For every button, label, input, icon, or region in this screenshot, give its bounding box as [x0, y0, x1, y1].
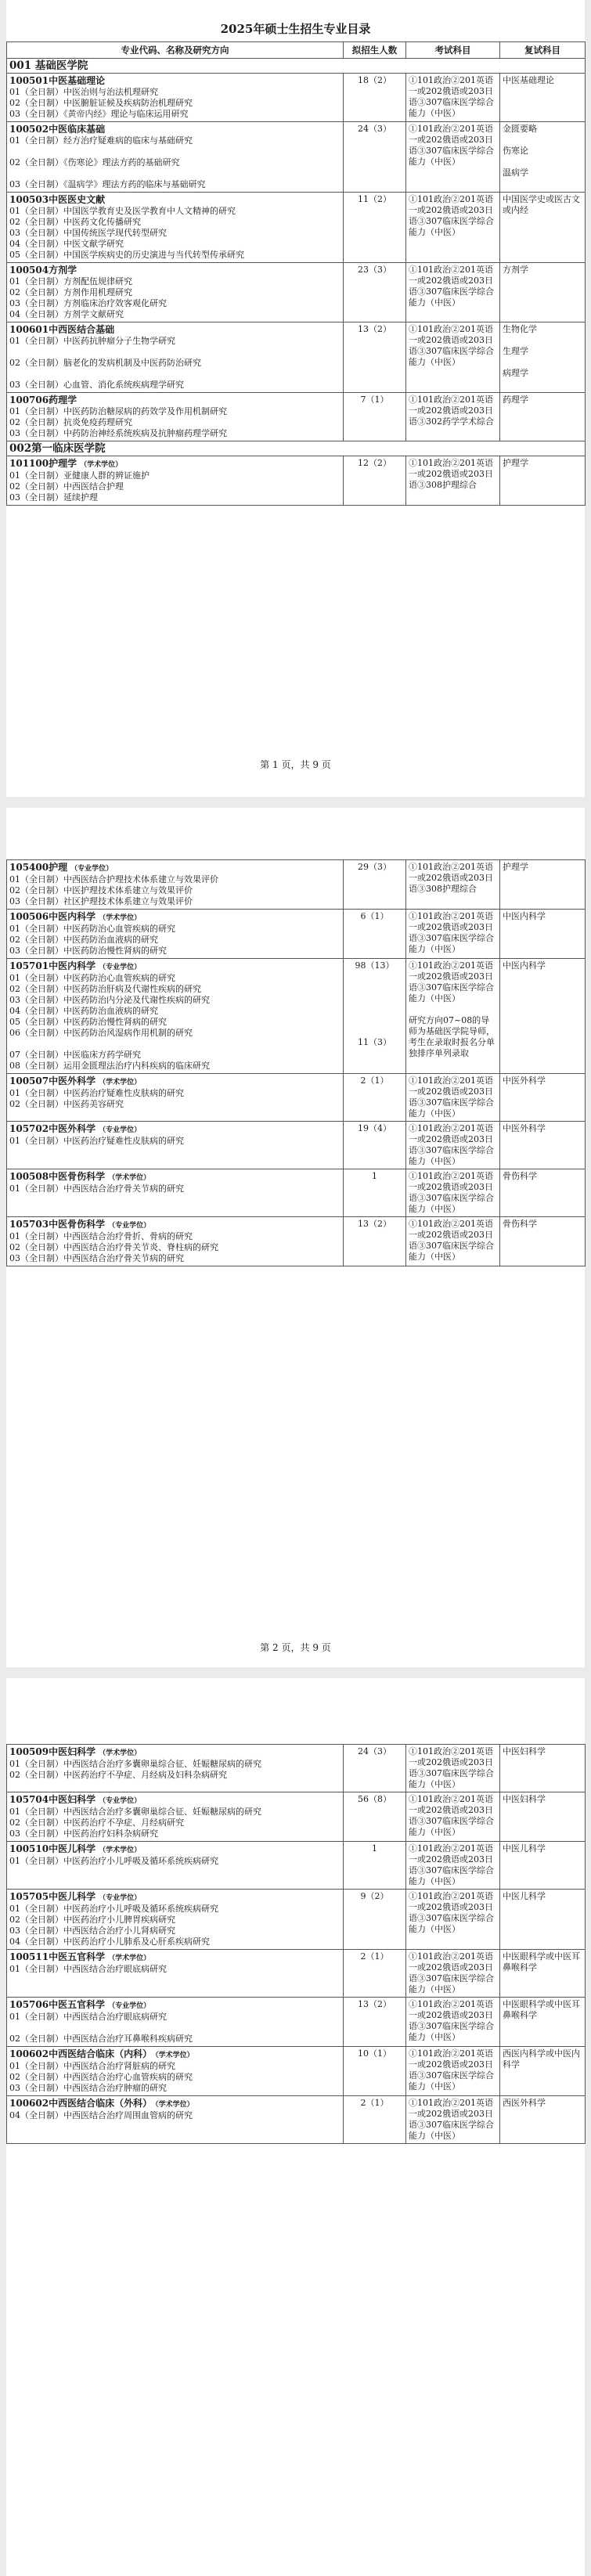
research-direction: 02（全日制）中西医结合治疗耳鼻喉科疾病研究: [9, 2034, 193, 2044]
header-major: 专业代码、名称及研究方向: [7, 42, 344, 59]
exam-subjects-cell: ①101政治②201英语一或202俄语或203日语③307临床医学综合能力（中医） 研究方向07~08的导师为基础医学院导师，考生在录取时报名分单独排序单列录取: [406, 959, 500, 1074]
major-heading: [9, 1219, 341, 1231]
major-heading: [9, 2048, 341, 2061]
major-row: [7, 2096, 586, 2144]
exam-subjects-cell: ①101政治②201英语一或202俄语或203日语③307临床医学综合能力（中医）: [406, 122, 500, 193]
quota-cell: 56（8）: [344, 1792, 406, 1842]
major-row: [7, 959, 586, 1074]
quota-cell: 6（1）: [344, 910, 406, 959]
header-retest: 复试科目: [500, 42, 586, 59]
research-direction: 06（全日制）中医药防治风湿病作用机制的研究: [9, 1028, 193, 1038]
major-title: 100511中医五官科学: [9, 1951, 106, 1962]
major-title: 100507中医外科学: [9, 1075, 96, 1086]
research-direction: 01（全日制）中西医结合治疗多囊卵巢综合征、妊娠糖尿病的研究: [9, 1807, 261, 1817]
major-title: 105706中医五官科学: [9, 1999, 106, 2010]
quota-cell: 2（1）: [344, 1074, 406, 1122]
major-row: [7, 74, 586, 122]
research-direction: 01（全日制）中西医结合治疗多囊卵巢综合征、妊娠糖尿病的研究: [9, 1759, 261, 1769]
major-heading: [9, 265, 341, 276]
research-direction: 01（全日制）中医药抗肿瘤分子生物学研究: [9, 336, 175, 346]
quota-cell: 7（1）: [344, 393, 406, 441]
research-direction: 07（全日制）中医临床方药学研究: [9, 1050, 141, 1060]
research-direction: 01（全日制）方剂配伍规律研究: [9, 276, 132, 286]
research-direction: [9, 369, 341, 380]
research-direction: 02（全日制）脑老化的发病机制及中医药防治研究: [9, 358, 201, 368]
major-heading: [9, 194, 341, 206]
quota-cell: 29（3）: [344, 860, 406, 910]
major-cell: [7, 1217, 344, 1266]
quota-cell: 13（2）: [344, 322, 406, 393]
header-quota: 拟招生人数: [344, 42, 406, 59]
exam-subjects-cell: ①101政治②201英语一或202俄语或203日语③307临床医学综合能力（中医）: [406, 1745, 500, 1792]
major-title: 100502中医临床基础: [9, 124, 106, 135]
exam-subjects-cell: ①101政治②201英语一或202俄语或203日语③307临床医学综合能力（中医）: [406, 1950, 500, 1998]
retest-subjects-cell: 中国医学史或医古文或内经: [500, 193, 586, 263]
major-title: 100602中西医结合临床（外科）: [9, 2098, 153, 2109]
quota-cell: 1: [344, 1169, 406, 1217]
retest-subjects-cell: 中医眼科学或中医耳鼻喉科学: [500, 1950, 586, 1998]
major-heading: [9, 1171, 341, 1184]
degree-type: （学术学位）: [108, 1955, 151, 1962]
school-name: 001 基础医学院: [7, 59, 586, 74]
exam-subjects-cell: ①101政治②201英语一或202俄语或203日语③307临床医学综合能力（中医）: [406, 1792, 500, 1842]
retest-subjects-cell: 骨伤科学: [500, 1169, 586, 1217]
table-header-row: [7, 42, 586, 59]
degree-type: （专业学位）: [70, 865, 114, 873]
major-row: [7, 1169, 586, 1217]
retest-subjects-cell: 方剂学: [500, 263, 586, 322]
research-direction: 02（全日制）中医药文化传播研究: [9, 217, 141, 227]
quota-cell: 98（13） 11（3）: [344, 959, 406, 1074]
research-direction: 01（全日制）中西医结合治疗肾脏病的研究: [9, 2061, 175, 2071]
quota-cell: 24（3）: [344, 1745, 406, 1792]
major-title: 100509中医妇科学: [9, 1746, 96, 1757]
major-heading: [9, 1999, 341, 2012]
degree-type: （学术学位）: [155, 2101, 194, 2109]
major-cell: [7, 1792, 344, 1842]
research-direction: 01（全日制）中西医结合治疗眼底病研究: [9, 2012, 167, 2022]
degree-type: （学术学位）: [99, 1846, 142, 1854]
research-direction: 03（全日制）中药防治神经系统疾病及抗肿瘤药理学研究: [9, 428, 227, 438]
research-direction: 08（全日制）运用金匮理法治疗内科疾病的临床研究: [9, 1061, 210, 1071]
research-direction: 01（全日制）中西医结合治疗骨折、骨病的研究: [9, 1231, 193, 1241]
catalog-body-2: [7, 860, 586, 1266]
major-row: [7, 1998, 586, 2047]
major-heading: [9, 1794, 341, 1807]
major-heading: [9, 1891, 341, 1904]
research-direction: 01（全日制）中医药治疗疑难性皮肤病的研究: [9, 1136, 184, 1146]
research-direction: 01（全日制）中西医结合治疗骨关节病的研究: [9, 1184, 184, 1194]
research-direction: [9, 1039, 341, 1050]
quota-cell: 10（1）: [344, 2047, 406, 2096]
exam-subjects-cell: ①101政治②201英语一或202俄语或203日语③307临床医学综合能力（中医）: [406, 193, 500, 263]
research-direction: 03（全日制）《黄帝内经》理论与临床运用研究: [9, 109, 189, 119]
major-title: 105702中医外科学: [9, 1123, 96, 1134]
school-name: 002第一临床医学院: [7, 441, 586, 456]
major-cell: [7, 1998, 344, 2047]
quota-cell: 23（3）: [344, 263, 406, 322]
major-cell: [7, 393, 344, 441]
major-heading: [9, 458, 341, 470]
major-title: 100601中西医结合基础: [9, 324, 115, 335]
research-direction: 04（全日制）中医文献学研究: [9, 239, 124, 249]
quota-cell: 13（2）: [344, 1998, 406, 2047]
major-cell: [7, 122, 344, 193]
degree-type: （学术学位）: [99, 914, 142, 922]
research-direction: 02（全日制）中医药治疗不孕症、月经病研究: [9, 1818, 184, 1828]
major-cell: [7, 1745, 344, 1792]
degree-type: （学术学位）: [99, 1749, 142, 1757]
research-direction: 01（全日制）中西医结合治疗眼底病研究: [9, 1964, 167, 1974]
retest-subjects-cell: 护理学: [500, 860, 586, 910]
research-direction: 01（全日制）中医药防治心血管疾病的研究: [9, 924, 175, 934]
major-row: [7, 1842, 586, 1890]
major-cell: [7, 860, 344, 910]
major-cell: [7, 959, 344, 1074]
major-heading: [9, 862, 341, 874]
major-row: [7, 1745, 586, 1792]
research-direction: 02（全日制）中医药治疗不孕症、月经病及妇科杂病研究: [9, 1770, 227, 1780]
major-heading: [9, 2098, 341, 2110]
research-direction: 02（全日制）中西医结合治疗心血管疾病的研究: [9, 2072, 193, 2082]
research-direction: 03（全日制）中西医结合治疗肿瘤的研究: [9, 2083, 167, 2093]
degree-type: （学术学位）: [108, 1174, 151, 1182]
degree-type: （专业学位）: [108, 2002, 151, 2010]
catalog-sheet-3: [6, 1678, 585, 2576]
school-row: [7, 59, 586, 74]
retest-subjects-cell: 中医内科学: [500, 910, 586, 959]
major-heading: [9, 1746, 341, 1759]
research-direction: 04（全日制）方剂学文献研究: [9, 309, 124, 319]
major-cell: [7, 456, 344, 506]
research-direction: 01（全日制）中西医结合护理技术体系建立与效果评价: [9, 874, 218, 884]
quota-cell: 19（4）: [344, 1122, 406, 1169]
research-direction: 01（全日制）中医药治疗小儿呼吸及循环系统疾病研究: [9, 1904, 218, 1914]
research-direction: 01（全日制）亚健康人群的辨证施护: [9, 470, 150, 481]
research-direction: 01（全日制）经方治疗疑难病的临床与基础研究: [9, 135, 193, 146]
major-title: 105704中医妇科学: [9, 1794, 96, 1805]
retest-subjects-cell: 中医儿科学: [500, 1890, 586, 1950]
major-row: [7, 860, 586, 910]
major-heading: [9, 1123, 341, 1136]
degree-type: （学术学位）: [80, 461, 123, 469]
major-title: 105705中医儿科学: [9, 1891, 96, 1902]
major-heading: [9, 1951, 341, 1964]
major-cell: [7, 1169, 344, 1217]
major-cell: [7, 74, 344, 122]
research-direction: 02（全日制）中医药美容研究: [9, 1099, 124, 1109]
exam-subjects-cell: ①101政治②201英语一或202俄语或203日语③307临床医学综合能力（中医）: [406, 322, 500, 393]
exam-subjects-cell: ①101政治②201英语一或202俄语或203日语③307临床医学综合能力（中医）: [406, 74, 500, 122]
degree-type: （专业学位）: [99, 964, 142, 971]
quota-cell: 12（2）: [344, 456, 406, 506]
quota-cell: 2（1）: [344, 2096, 406, 2144]
research-direction: 02（全日制）中医药防治肝病及代谢性疾病的研究: [9, 984, 201, 994]
major-cell: [7, 1890, 344, 1950]
exam-subjects-cell: ①101政治②201英语一或202俄语或203日语③307临床医学综合能力（中医）: [406, 1169, 500, 1217]
retest-subjects-cell: 中医内科学: [500, 959, 586, 1074]
school-row: [7, 441, 586, 456]
retest-subjects-cell: 药理学: [500, 393, 586, 441]
research-direction: 02（全日制）中西医结合治疗骨关节炎、脊柱病的研究: [9, 1242, 218, 1252]
major-title: 105703中医骨伤科学: [9, 1219, 106, 1230]
exam-subjects-cell: ①101政治②201英语一或202俄语或203日语③307临床医学综合能力（中医）: [406, 1842, 500, 1890]
retest-subjects-cell: 中医妇科学: [500, 1792, 586, 1842]
quota-cell: 9（2）: [344, 1890, 406, 1950]
major-row: [7, 1122, 586, 1169]
research-direction: [9, 2023, 341, 2034]
page-footer: 第 1 页，共 9 页: [260, 759, 331, 770]
major-cell: [7, 2047, 344, 2096]
degree-type: （专业学位）: [108, 1222, 151, 1230]
major-title: 100506中医内科学: [9, 911, 96, 922]
research-direction: 03（全日制）中国传统医学现代转型研究: [9, 228, 167, 238]
research-direction: [9, 168, 341, 179]
catalog-body-3: [7, 1745, 586, 2144]
major-heading: [9, 911, 341, 924]
document-title: 2025年硕士生招生专业目录: [220, 22, 371, 36]
exam-subjects-cell: ①101政治②201英语一或202俄语或203日语③307临床医学综合能力（中医）: [406, 1998, 500, 2047]
research-direction: 02（全日制）抗炎免疫药理研究: [9, 417, 132, 427]
research-direction: [9, 146, 341, 157]
major-row: [7, 2047, 586, 2096]
major-heading: [9, 1075, 341, 1088]
major-title: 105400护理: [9, 862, 68, 873]
research-direction: 03（全日制）中西医结合治疗骨关节病的研究: [9, 1253, 184, 1263]
degree-type: （学术学位）: [99, 1079, 142, 1086]
retest-subjects-cell: 护理学: [500, 456, 586, 506]
research-direction: 04（全日制）中医药防治血液病的研究: [9, 1006, 158, 1016]
research-direction: 02（全日制）中医腑脏证候及疾病防治机理研究: [9, 98, 193, 108]
major-row: [7, 1950, 586, 1998]
quota-cell: 11（2）: [344, 193, 406, 263]
major-heading: [9, 960, 341, 973]
exam-subjects-cell: ①101政治②201英语一或202俄语或203日语③307临床医学综合能力（中医）: [406, 2047, 500, 2096]
quota-cell: 1: [344, 1842, 406, 1890]
major-heading: [9, 124, 341, 135]
retest-subjects-cell: 生物化学 生理学 病理学: [500, 322, 586, 393]
catalog-sheet-2: [6, 808, 585, 1667]
header-exam: 考试科目: [406, 42, 500, 59]
degree-type: （学术学位）: [155, 2052, 194, 2059]
research-direction: [9, 347, 341, 358]
exam-subjects-cell: ①101政治②201英语一或202俄语或203日语③307临床医学综合能力（中医）: [406, 1890, 500, 1950]
major-row: [7, 322, 586, 393]
catalog-table-2: [6, 859, 586, 1266]
major-cell: [7, 1074, 344, 1122]
research-direction: 02（全日制）《伤寒论》理法方药的基础研究: [9, 157, 180, 168]
major-row: [7, 1074, 586, 1122]
retest-subjects-cell: 金匮要略 伤寒论 温病学: [500, 122, 586, 193]
major-title: 100706药理学: [9, 395, 77, 405]
degree-type: （专业学位）: [99, 1797, 142, 1805]
quota-cell: 13（2）: [344, 1217, 406, 1266]
page-footer: 第 2 页，共 9 页: [260, 1642, 331, 1653]
quota-cell: 18（2）: [344, 74, 406, 122]
retest-subjects-cell: 中医外科学: [500, 1074, 586, 1122]
major-cell: [7, 1950, 344, 1998]
major-row: [7, 393, 586, 441]
major-heading: [9, 75, 341, 87]
exam-subjects-cell: ①101政治②201英语一或202俄语或203日语③307临床医学综合能力（中医）: [406, 910, 500, 959]
major-cell: [7, 2096, 344, 2144]
research-direction: 03（全日制）社区护理技术体系建立与效果评价: [9, 896, 193, 906]
research-direction: 03（全日制）延续护理: [9, 492, 98, 503]
degree-type: （专业学位）: [99, 1894, 142, 1902]
exam-subjects-cell: ①101政治②201英语一或202俄语或203日语③308护理综合: [406, 456, 500, 506]
major-cell: [7, 263, 344, 322]
major-title: 100504方剂学: [9, 265, 77, 276]
research-direction: 05（全日制）中医药防治慢性肾病的研究: [9, 1017, 167, 1027]
research-direction: 01（全日制）中医药治疗疑难性皮肤病的研究: [9, 1088, 184, 1098]
major-title: 100503中医医史文献: [9, 194, 106, 205]
degree-type: （专业学位）: [99, 1126, 142, 1134]
catalog-body-1: [7, 59, 586, 506]
exam-subjects-cell: ①101政治②201英语一或202俄语或203日语③307临床医学综合能力（中医）: [406, 1122, 500, 1169]
research-direction: 03（全日制）中医药防治内分泌及代谢性疾病的研究: [9, 995, 210, 1005]
research-direction: 03（全日制）中医药防治慢性肾病的研究: [9, 946, 167, 956]
research-direction: 01（全日制）中国医学教育史及医学教育中人文精神的研究: [9, 206, 236, 216]
exam-subjects-cell: ①101政治②201英语一或202俄语或203日语③307临床医学综合能力（中医）: [406, 1217, 500, 1266]
major-heading: [9, 324, 341, 336]
major-row: [7, 193, 586, 263]
catalog-table-1: [6, 41, 586, 506]
major-row: [7, 1217, 586, 1266]
major-title: 105701中医内科学: [9, 960, 96, 971]
major-cell: [7, 1122, 344, 1169]
exam-subjects-cell: ①101政治②201英语一或202俄语或203日语③307临床医学综合能力（中医）: [406, 263, 500, 322]
research-direction: 02（全日制）中西医结合护理: [9, 481, 124, 492]
major-title: 100510中医儿科学: [9, 1843, 96, 1854]
retest-subjects-cell: 中医妇科学: [500, 1745, 586, 1792]
exam-subjects-cell: ①101政治②201英语一或202俄语或203日语③307临床医学综合能力（中医）: [406, 2096, 500, 2144]
retest-subjects-cell: 中医儿科学: [500, 1842, 586, 1890]
research-direction: 04（全日制）中医药治疗小儿肺系及心肝系疾病研究: [9, 1937, 210, 1947]
major-heading: [9, 1843, 341, 1856]
research-direction: 01（全日制）中医治则与治法机理研究: [9, 87, 158, 97]
research-direction: 02（全日制）中医护理技术体系建立与效果评价: [9, 885, 193, 895]
research-direction: 04（全日制）中西医结合治疗周围血管病的研究: [9, 2110, 193, 2120]
catalog-sheet-1: [6, 0, 585, 797]
retest-subjects-cell: 西医外科学: [500, 2096, 586, 2144]
research-direction: 01（全日制）中医药治疗小儿呼吸及循环系统疾病研究: [9, 1856, 218, 1866]
research-direction: 02（全日制）方剂作用机理研究: [9, 287, 132, 297]
major-row: [7, 1890, 586, 1950]
major-cell: [7, 1842, 344, 1890]
retest-subjects-cell: 中医眼科学或中医耳鼻喉科学: [500, 1998, 586, 2047]
major-cell: [7, 322, 344, 393]
major-cell: [7, 910, 344, 959]
research-direction: 03（全日制）中西医结合治疗小儿肾病研究: [9, 1926, 175, 1936]
major-heading: [9, 395, 341, 406]
retest-subjects-cell: 骨伤科学: [500, 1217, 586, 1266]
major-title: 100501中医基础理论: [9, 75, 106, 86]
research-direction: 01（全日制）中医药防治糖尿病的药效学及作用机制研究: [9, 406, 227, 416]
research-direction: 03（全日制）《温病学》理法方药的临床与基础研究: [9, 179, 206, 189]
major-row: [7, 910, 586, 959]
major-title: 101100护理学: [9, 458, 77, 469]
major-row: [7, 263, 586, 322]
research-direction: 01（全日制）中医药防治心血管疾病的研究: [9, 973, 175, 983]
catalog-table-3: [6, 1744, 586, 2144]
research-direction: 02（全日制）中医药治疗小儿脾胃疾病研究: [9, 1915, 175, 1925]
quota-cell: 24（3）: [344, 122, 406, 193]
retest-subjects-cell: 西医内科学或中医内科学: [500, 2047, 586, 2096]
major-row: [7, 1792, 586, 1842]
research-direction: 05（全日制）中国医学疾病史的历史演进与当代转型传承研究: [9, 250, 244, 260]
major-row: [7, 122, 586, 193]
major-cell: [7, 193, 344, 263]
major-title: 100508中医骨伤科学: [9, 1171, 106, 1182]
retest-subjects-cell: 中医基础理论: [500, 74, 586, 122]
exam-subjects-cell: ①101政治②201英语一或202俄语或203日语③308护理综合: [406, 860, 500, 910]
quota-cell: 2（1）: [344, 1950, 406, 1998]
research-direction: 03（全日制）中医药治疗妇科杂病研究: [9, 1828, 158, 1839]
major-row: [7, 456, 586, 506]
research-direction: 02（全日制）中医药防治血液病的研究: [9, 935, 158, 945]
retest-subjects-cell: 中医外科学: [500, 1122, 586, 1169]
research-direction: 03（全日制）心血管、消化系统疾病理学研究: [9, 380, 184, 390]
exam-subjects-cell: ①101政治②201英语一或202俄语或203日语③302药学学术综合: [406, 393, 500, 441]
exam-subjects-cell: ①101政治②201英语一或202俄语或203日语③307临床医学综合能力（中医）: [406, 1074, 500, 1122]
major-title: 100602中西医结合临床（内科）: [9, 2048, 153, 2059]
research-direction: 03（全日制）方剂临床治疗效客观化研究: [9, 298, 167, 308]
